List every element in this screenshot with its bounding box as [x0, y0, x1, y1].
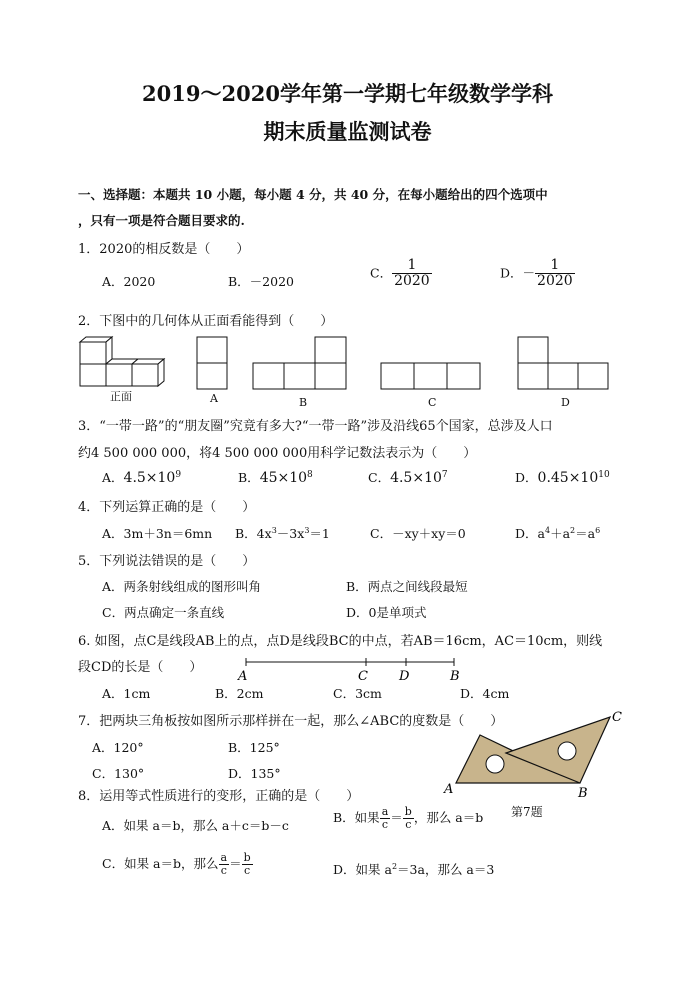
q3-option-c-label: C． [368, 470, 391, 485]
q3-option-c-exp: 7 [441, 469, 448, 480]
q4-d-part3: ＝a [575, 526, 596, 541]
section-heading-line1: 一、选择题：本题共 10 小题，每小题 4 分，共 40 分，在每小题给出的四个选项中 [78, 187, 548, 202]
q5-option-b[interactable]: B．两点之间线段最短 [346, 579, 468, 594]
q6-point-c: C [358, 669, 368, 684]
q4-d-part1: D．a [515, 526, 545, 541]
q1-d-fraction: $\frac{1}{2020}$ [537, 257, 573, 290]
q1-option-a[interactable]: A．2020 [102, 274, 156, 289]
question-7-text: 7．把两块三角板按如图所示那样拼在一起，那么∠ABC的度数是（ ） [78, 714, 504, 729]
q4-d-exp1: 4 [544, 525, 551, 535]
q3-option-b-value: 45×10 [259, 470, 308, 486]
q4-b-exp1: 3 [271, 525, 277, 535]
q8-b-equals: ＝ [390, 810, 403, 826]
question-8-text: 8．运用等式性质进行的变形，正确的是（ ） [78, 789, 360, 804]
q3-option-d[interactable] [515, 468, 610, 486]
q2-label-d: D [561, 396, 570, 409]
q4-d-exp2: 2 [570, 525, 576, 535]
q8-d-suffix: ＝3a，那么 a＝3 [397, 862, 495, 877]
q6-option-b[interactable]: B．2cm [215, 686, 264, 701]
q4-b-part2: －3x [276, 526, 305, 541]
q3-option-b-exp: 8 [307, 469, 313, 480]
q3-option-d-value: 0.45×10 [537, 470, 599, 486]
q7-triangle-right-hole [558, 742, 576, 760]
q6-option-a[interactable]: A．1cm [102, 686, 151, 701]
q1-option-c-label: C． [370, 265, 393, 281]
q6-line-segment-figure [236, 654, 466, 684]
q8-b-fraction-1: $\frac{a}{c}$ [381, 805, 389, 832]
q8-b-suffix: ，那么 a＝b [413, 810, 484, 826]
q8-c-fraction-2: $\frac{b}{c}$ [243, 851, 251, 878]
q7-figure-caption: 第7题 [511, 805, 543, 819]
q8-b-fraction-2: $\frac{b}{c}$ [404, 805, 412, 832]
q4-option-a[interactable]: A．3m＋3n＝6mn [102, 526, 213, 541]
q2-solid-label: 正面 [110, 390, 132, 403]
q4-option-d[interactable] [515, 524, 600, 542]
q7-point-c: C [612, 710, 622, 725]
q4-b-part3: ＝1 [309, 526, 330, 541]
question-4-text: 4．下列运算正确的是（ ） [78, 500, 256, 515]
exam-title-line2: 期末质量监测试卷 [263, 119, 432, 144]
q4-d-part2: ＋a [550, 526, 571, 541]
question-6-line1: 6. 如图，点C是线段AB上的点，点D是线段BC的中点，若AB＝16cm，AC＝10cm，则线 [78, 634, 603, 649]
q4-b-exp2: 3 [304, 525, 310, 535]
q8-option-c[interactable] [102, 852, 253, 877]
q7-option-a[interactable]: A．120° [92, 740, 144, 755]
question-2-text: 2．下图中的几何体从正面看能得到（ ） [78, 314, 334, 329]
q8-option-a[interactable]: A．如果 a＝b，那么 a＋c＝b－c [102, 818, 289, 833]
q3-option-a-value: 4.5×10 [123, 470, 176, 486]
section-heading-line2: ，只有一项是符合题目要求的. [78, 213, 245, 228]
q3-option-a-label: A． [102, 470, 124, 485]
q6-point-a: A [238, 669, 248, 684]
q7-triangles-figure [440, 705, 635, 800]
q8-c-fraction-1: $\frac{a}{c}$ [220, 851, 228, 878]
q2-solid-figure [80, 337, 164, 386]
q7-triangle-left-hole [486, 755, 504, 773]
q5-option-c[interactable]: C．两点确定一条直线 [102, 605, 225, 620]
q1-option-c[interactable] [370, 258, 432, 290]
question-3-line2: 约4 500 000 000，将4 500 000 000用科学记数法表示为（ ） [78, 446, 477, 461]
q2-label-b: B [299, 396, 308, 409]
q7-option-c[interactable]: C．130° [92, 766, 145, 781]
q3-option-c[interactable] [368, 468, 448, 486]
q2-view-c [381, 363, 480, 389]
q7-option-d[interactable]: D．135° [228, 766, 281, 781]
q5-option-d[interactable]: D．0是单项式 [346, 605, 427, 620]
question-6-line2: 段CD的长是（ ） [78, 660, 203, 675]
q4-option-b[interactable] [235, 524, 330, 542]
q8-b-prefix: B．如果 [333, 810, 380, 826]
q5-option-a[interactable]: A．两条射线组成的图形叫角 [102, 579, 262, 594]
q2-view-d [518, 337, 608, 389]
q2-label-c: C [428, 396, 437, 409]
question-3-line1: 3．“一带一路”的“朋友圈”究竟有多大?“一带一路”涉及沿线65个国家，总涉及人口 [78, 419, 553, 434]
q3-option-b[interactable] [238, 468, 313, 486]
q6-point-b: B [450, 669, 460, 684]
q8-c-prefix: C．如果 a＝b，那么 [102, 856, 219, 872]
q7-point-b: B [578, 786, 588, 800]
q8-d-exp: 2 [391, 861, 398, 871]
q8-c-equals: ＝ [229, 856, 242, 872]
q6-option-d[interactable]: D．4cm [460, 686, 510, 701]
q6-option-c[interactable]: C．3cm [333, 686, 382, 701]
q2-view-a [197, 337, 227, 389]
question-5-text: 5．下列说法错误的是（ ） [78, 554, 256, 569]
q7-option-b[interactable]: B．125° [228, 740, 280, 755]
q3-option-d-exp: 10 [598, 469, 610, 480]
q3-option-c-value: 4.5×10 [390, 470, 442, 486]
q8-d-prefix: D．如果 a [333, 862, 392, 877]
q2-label-a: A [210, 392, 218, 405]
q3-option-a-exp: 9 [175, 469, 182, 480]
question-1-text: 1．2020的相反数是（ ） [78, 242, 250, 257]
q4-b-part1: B．4x [235, 526, 272, 541]
q3-option-d-label: D． [515, 470, 538, 485]
q7-point-a: A [444, 782, 454, 797]
q1-c-fraction: $\frac{1}{2020}$ [394, 257, 430, 290]
q4-option-c[interactable]: C．－xy＋xy＝0 [370, 526, 466, 541]
exam-title-line1: 2019～2020学年第一学期七年级数学学科 [142, 81, 553, 106]
q1-option-d[interactable] [500, 258, 575, 290]
q8-option-b[interactable] [333, 806, 483, 831]
q8-option-d[interactable] [333, 860, 494, 878]
q3-option-a[interactable] [102, 468, 181, 486]
q1-option-b[interactable]: B．－2020 [228, 274, 294, 289]
q3-option-b-label: B． [238, 470, 260, 485]
q2-view-b [253, 337, 346, 389]
q6-point-d: D [399, 669, 410, 684]
q4-d-exp3: 6 [595, 525, 601, 535]
q2-figures [70, 334, 630, 406]
q1-option-d-label: D．－ [500, 265, 536, 281]
